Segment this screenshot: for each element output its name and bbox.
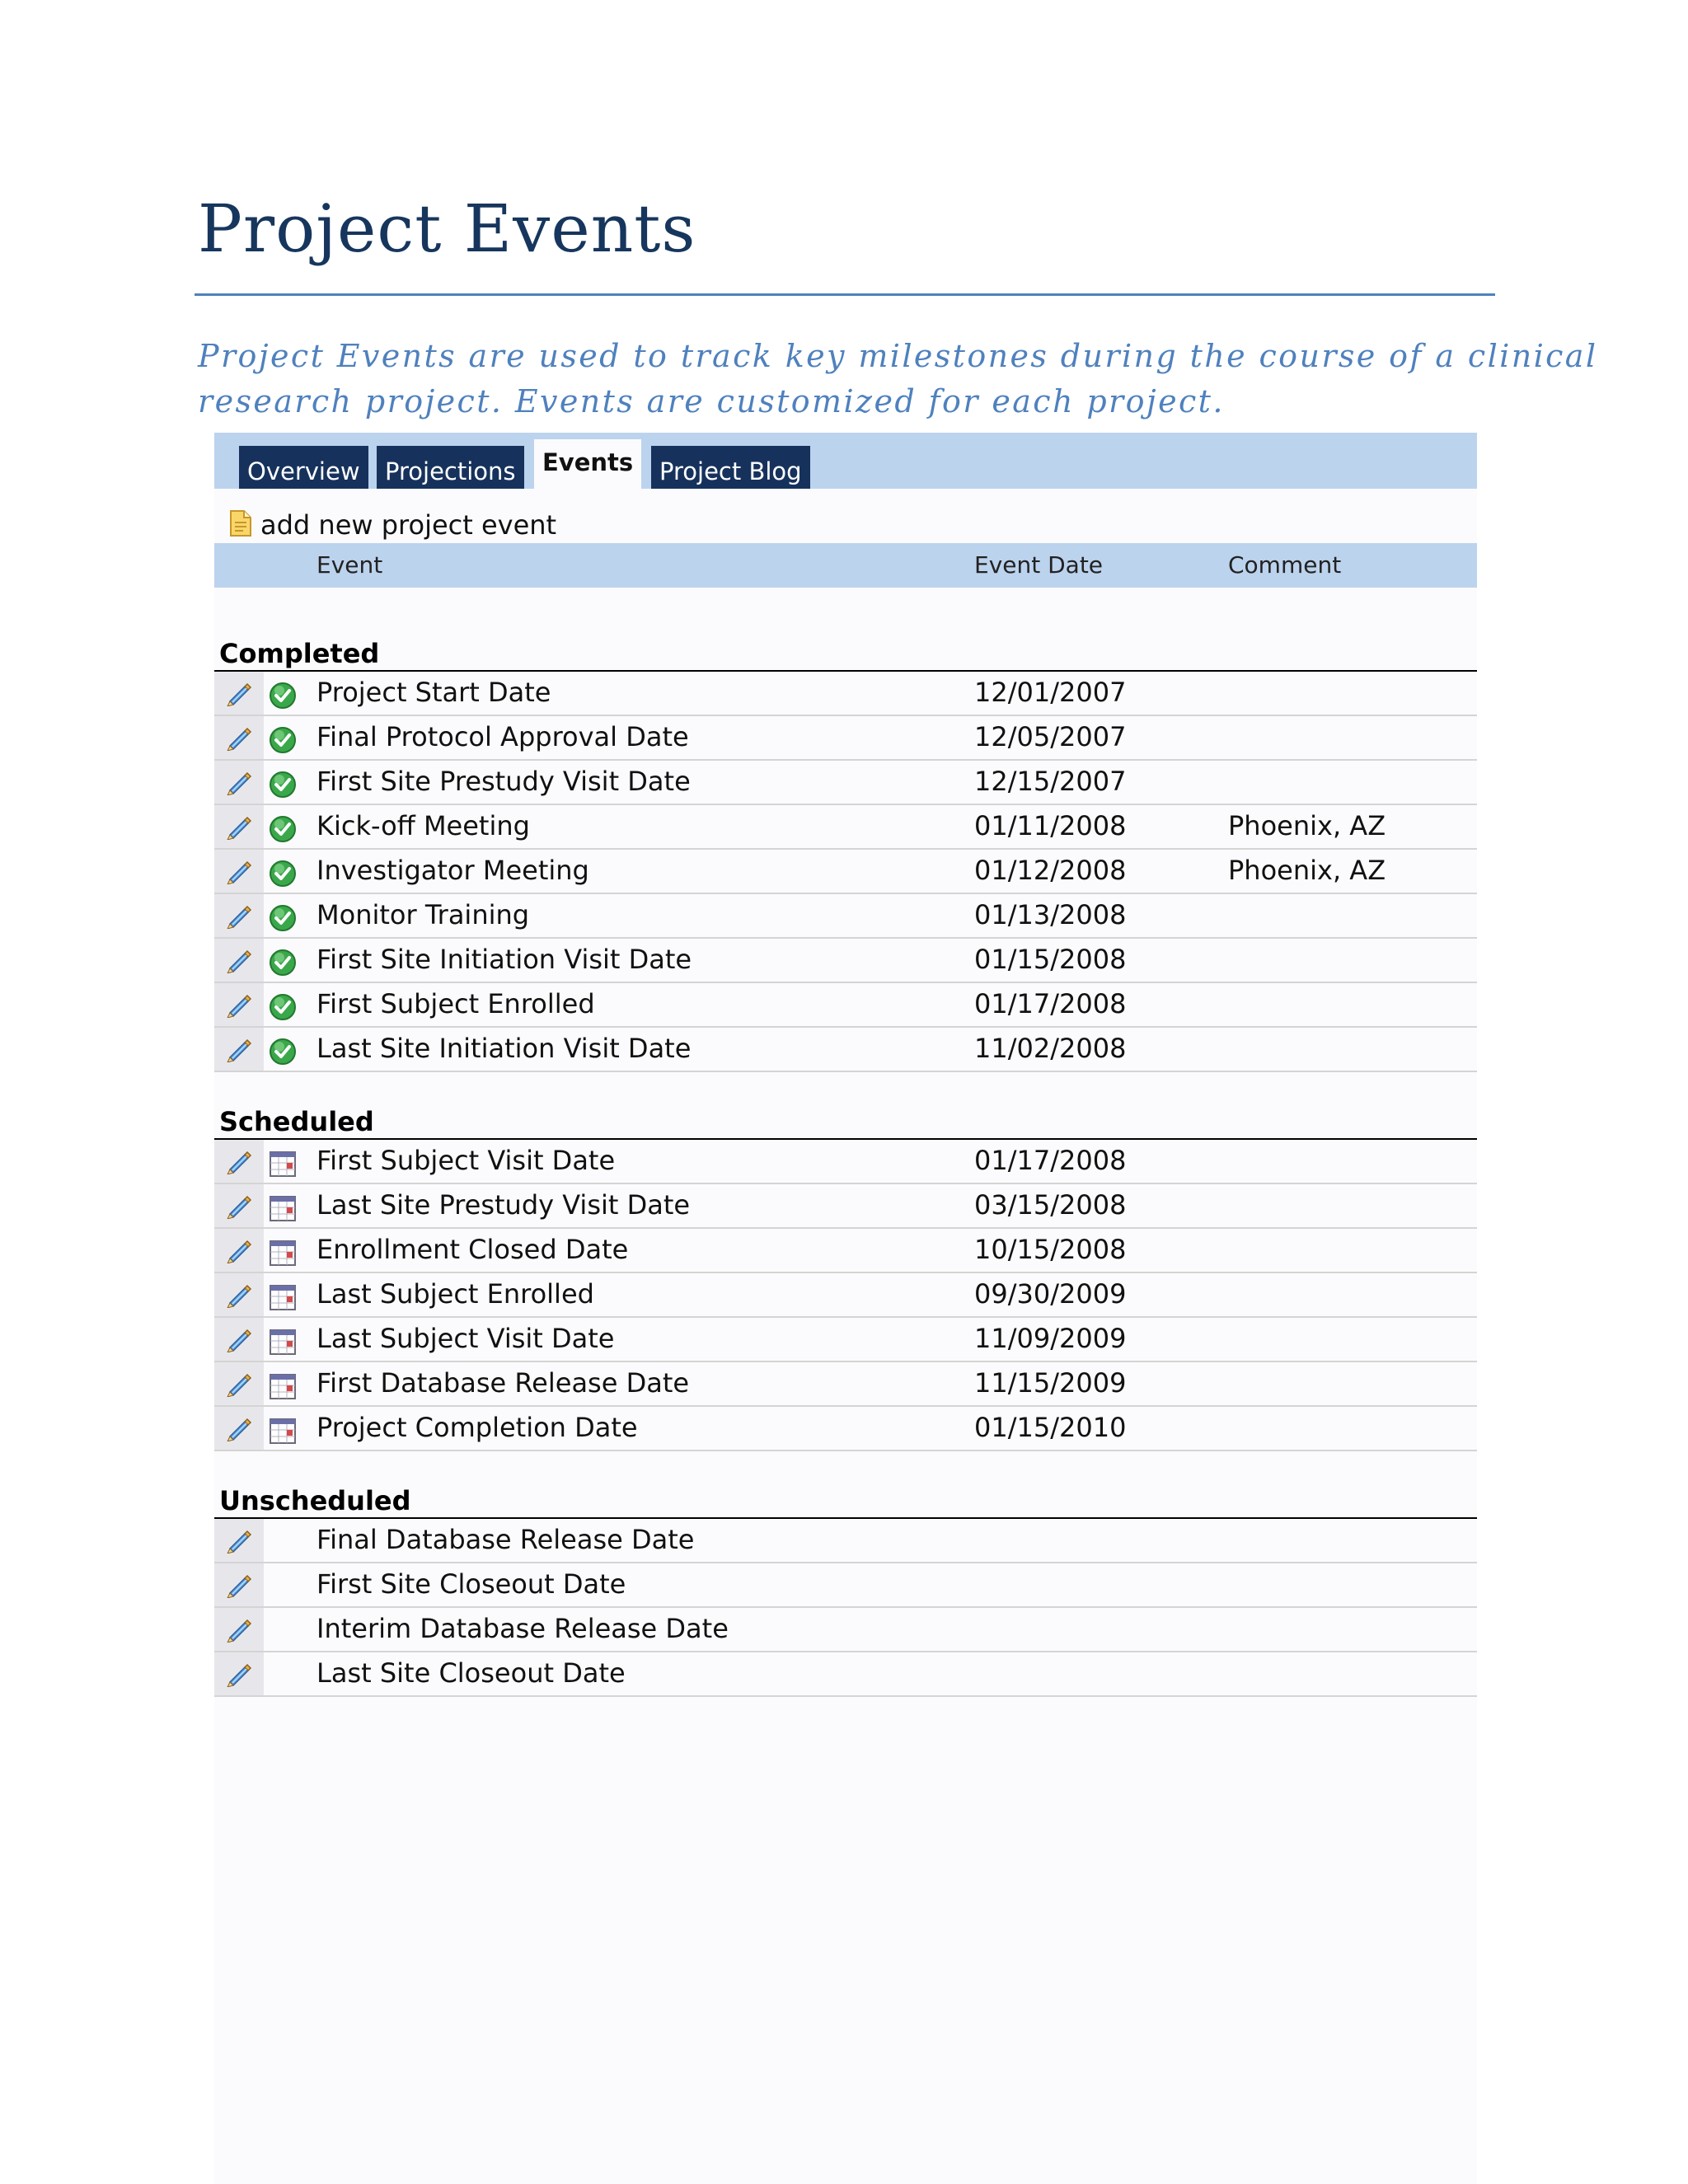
tab-overview[interactable]: Overview [239,446,368,489]
edit-pencil-icon[interactable] [214,1407,264,1450]
table-row [214,1229,1477,1273]
title-rule [195,293,1495,296]
event-name: Last Subject Enrolled [316,1278,594,1310]
event-name: Project Start Date [316,677,551,708]
table-row [214,1608,1477,1652]
table-row [214,761,1477,805]
section-title: Unscheduled [219,1485,411,1516]
event-name: First Database Release Date [316,1367,690,1399]
event-date: 01/17/2008 [974,1145,1127,1176]
event-date: 01/15/2008 [974,944,1127,975]
check-circle-icon [269,724,297,752]
check-circle-icon [269,902,297,930]
add-project-event-label: add new project event [260,509,557,541]
check-circle-icon [269,1036,297,1064]
calendar-icon [269,1237,297,1265]
table-row [214,939,1477,983]
event-date: 03/15/2008 [974,1189,1127,1221]
section-unscheduled [214,1484,1477,1697]
table-row [214,1362,1477,1407]
edit-pencil-icon[interactable] [214,805,264,848]
table-row [214,1140,1477,1184]
event-date: 01/11/2008 [974,810,1127,841]
section-title: Scheduled [219,1106,374,1137]
check-circle-icon [269,680,297,708]
calendar-icon [269,1326,297,1354]
event-name: Interim Database Release Date [316,1613,729,1644]
edit-pencil-icon[interactable] [214,1608,264,1651]
table-row [214,1407,1477,1451]
column-header-comment[interactable]: Comment [1228,551,1342,579]
edit-pencil-icon[interactable] [214,1028,264,1071]
edit-pencil-icon[interactable] [214,1273,264,1316]
check-circle-icon [269,813,297,841]
section-completed [214,637,1477,1072]
intro-line: Project Events are used to track key milestones during the course of a clinical [198,338,1598,374]
calendar-icon [269,1148,297,1176]
calendar-icon [269,1371,297,1399]
check-circle-icon [269,947,297,975]
column-header-row [214,543,1477,588]
edit-pencil-icon[interactable] [214,894,264,937]
edit-pencil-icon[interactable] [214,983,264,1026]
edit-pencil-icon[interactable] [214,1140,264,1183]
event-name: Last Subject Visit Date [316,1323,615,1354]
check-circle-icon [269,769,297,797]
event-date: 11/02/2008 [974,1033,1127,1064]
column-header-event[interactable]: Event [316,551,383,579]
event-name: First Site Prestudy Visit Date [316,766,691,797]
event-name: Last Site Closeout Date [316,1657,626,1689]
table-row [214,1028,1477,1072]
edit-pencil-icon[interactable] [214,716,264,759]
event-name: Project Completion Date [316,1412,638,1443]
event-name: Enrollment Closed Date [316,1234,629,1265]
event-name: First Site Closeout Date [316,1568,626,1600]
tab-projections[interactable]: Projections [377,446,524,489]
event-name: First Site Initiation Visit Date [316,944,692,975]
event-name: First Subject Visit Date [316,1145,616,1176]
event-date: 01/15/2010 [974,1412,1127,1443]
check-circle-icon [269,858,297,886]
table-row [214,1318,1477,1362]
new-document-icon [229,509,252,537]
tab-events[interactable]: Events [534,439,641,489]
event-date: 10/15/2008 [974,1234,1127,1265]
add-project-event-link[interactable] [229,507,556,543]
edit-pencil-icon[interactable] [214,761,264,804]
event-name: Last Site Prestudy Visit Date [316,1189,691,1221]
intro-paragraph [198,334,1598,424]
table-row [214,672,1477,716]
edit-pencil-icon[interactable] [214,1184,264,1227]
events-panel [214,433,1477,2184]
edit-pencil-icon[interactable] [214,1563,264,1606]
event-date: 01/13/2008 [974,899,1127,930]
edit-pencil-icon[interactable] [214,1318,264,1361]
event-comment: Phoenix, AZ [1228,855,1386,886]
table-row [214,1184,1477,1229]
edit-pencil-icon[interactable] [214,1229,264,1272]
table-row [214,983,1477,1028]
section-title: Completed [219,638,380,669]
table-row [214,1563,1477,1608]
event-date: 01/12/2008 [974,855,1127,886]
edit-pencil-icon[interactable] [214,1652,264,1695]
event-date: 12/05/2007 [974,721,1127,752]
intro-line: research project. Events are customized for each project. [198,383,1225,419]
calendar-icon [269,1415,297,1443]
edit-pencil-icon[interactable] [214,850,264,893]
event-name: Last Site Initiation Visit Date [316,1033,692,1064]
event-name: First Subject Enrolled [316,988,595,1019]
tab-project-blog[interactable]: Project Blog [651,446,810,489]
edit-pencil-icon[interactable] [214,1362,264,1405]
calendar-icon [269,1193,297,1221]
table-row [214,1519,1477,1563]
calendar-icon [269,1282,297,1310]
page-title: Project Events [198,190,696,267]
column-header-event-date[interactable]: Event Date [974,551,1104,579]
event-date: 12/01/2007 [974,677,1127,708]
event-date: 11/09/2009 [974,1323,1127,1354]
edit-pencil-icon[interactable] [214,939,264,982]
section-scheduled [214,1105,1477,1451]
table-row [214,1273,1477,1318]
check-circle-icon [269,991,297,1019]
event-name: Final Protocol Approval Date [316,721,689,752]
event-name: Final Database Release Date [316,1524,695,1555]
table-row [214,850,1477,894]
table-row [214,805,1477,850]
event-date: 12/15/2007 [974,766,1127,797]
event-name: Kick-off Meeting [316,810,530,841]
event-date: 11/15/2009 [974,1367,1127,1399]
event-date: 01/17/2008 [974,988,1127,1019]
table-row [214,1652,1477,1697]
event-comment: Phoenix, AZ [1228,810,1386,841]
table-row [214,894,1477,939]
tab-bar [214,433,1477,489]
event-name: Investigator Meeting [316,855,589,886]
edit-pencil-icon[interactable] [214,672,264,715]
event-date: 09/30/2009 [974,1278,1127,1310]
edit-pencil-icon[interactable] [214,1519,264,1562]
event-name: Monitor Training [316,899,530,930]
table-row [214,716,1477,761]
